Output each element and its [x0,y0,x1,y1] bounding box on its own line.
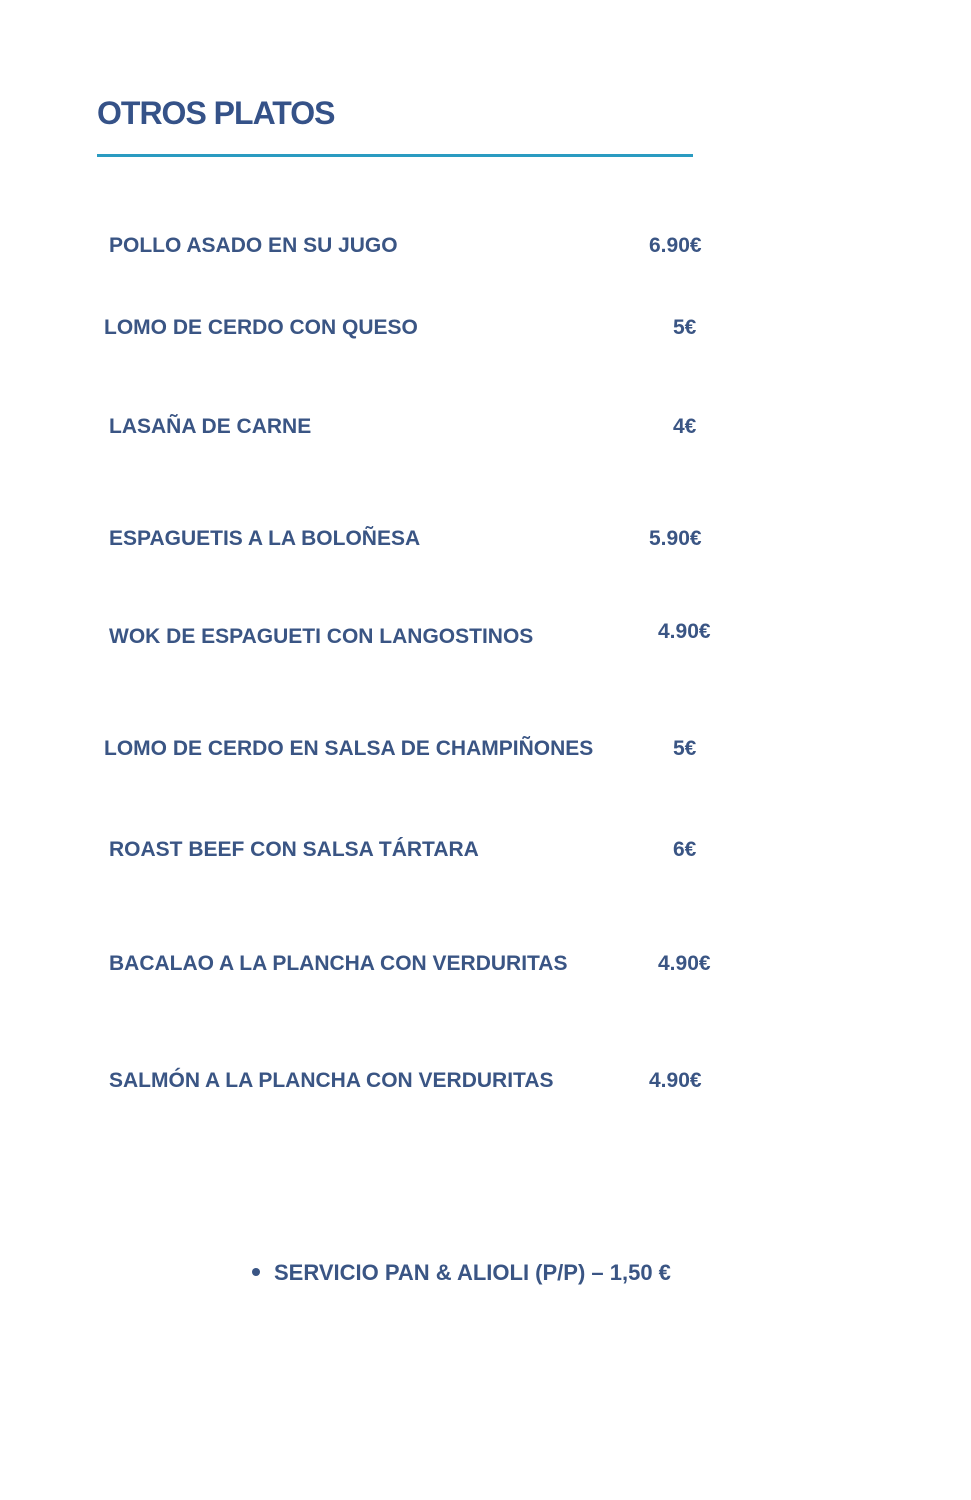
menu-item-price: 6€ [673,838,697,861]
bread-service-note [252,1262,671,1284]
menu-item-name: ROAST BEEF CON SALSA TÁRTARA [109,838,479,861]
menu-item-price: 5€ [673,316,697,339]
menu-item-price: 4.90€ [658,952,711,975]
menu-item-name: ESPAGUETIS A LA BOLOÑESA [109,527,421,550]
menu-item-price: 4€ [673,415,697,438]
menu-item-name: LOMO DE CERDO EN SALSA DE CHAMPIÑONES [104,737,594,760]
menu-item-name: LOMO DE CERDO CON QUESO [104,316,418,339]
menu-item-price: 6.90€ [649,234,702,257]
menu-item-name: WOK DE ESPAGUETI CON LANGOSTINOS [109,625,534,648]
bullet-icon [252,1268,260,1276]
menu-item-name: BACALAO A LA PLANCHA CON VERDURITAS [109,952,568,975]
bread-service-text: SERVICIO PAN & ALIOLI (P/P) – 1,50 € [274,1260,671,1285]
menu-item-name: SALMÓN A LA PLANCHA CON VERDURITAS [109,1069,554,1092]
page-title: OTROS PLATOS [97,95,335,131]
menu-item-name: LASAÑA DE CARNE [109,415,312,438]
menu-item-name: POLLO ASADO EN SU JUGO [109,234,398,257]
menu-item-price: 4.90€ [658,620,711,643]
menu-item-price: 5.90€ [649,527,702,550]
menu-item-price: 5€ [673,737,697,760]
menu-item-price: 4.90€ [649,1069,702,1092]
title-underline [97,154,693,157]
